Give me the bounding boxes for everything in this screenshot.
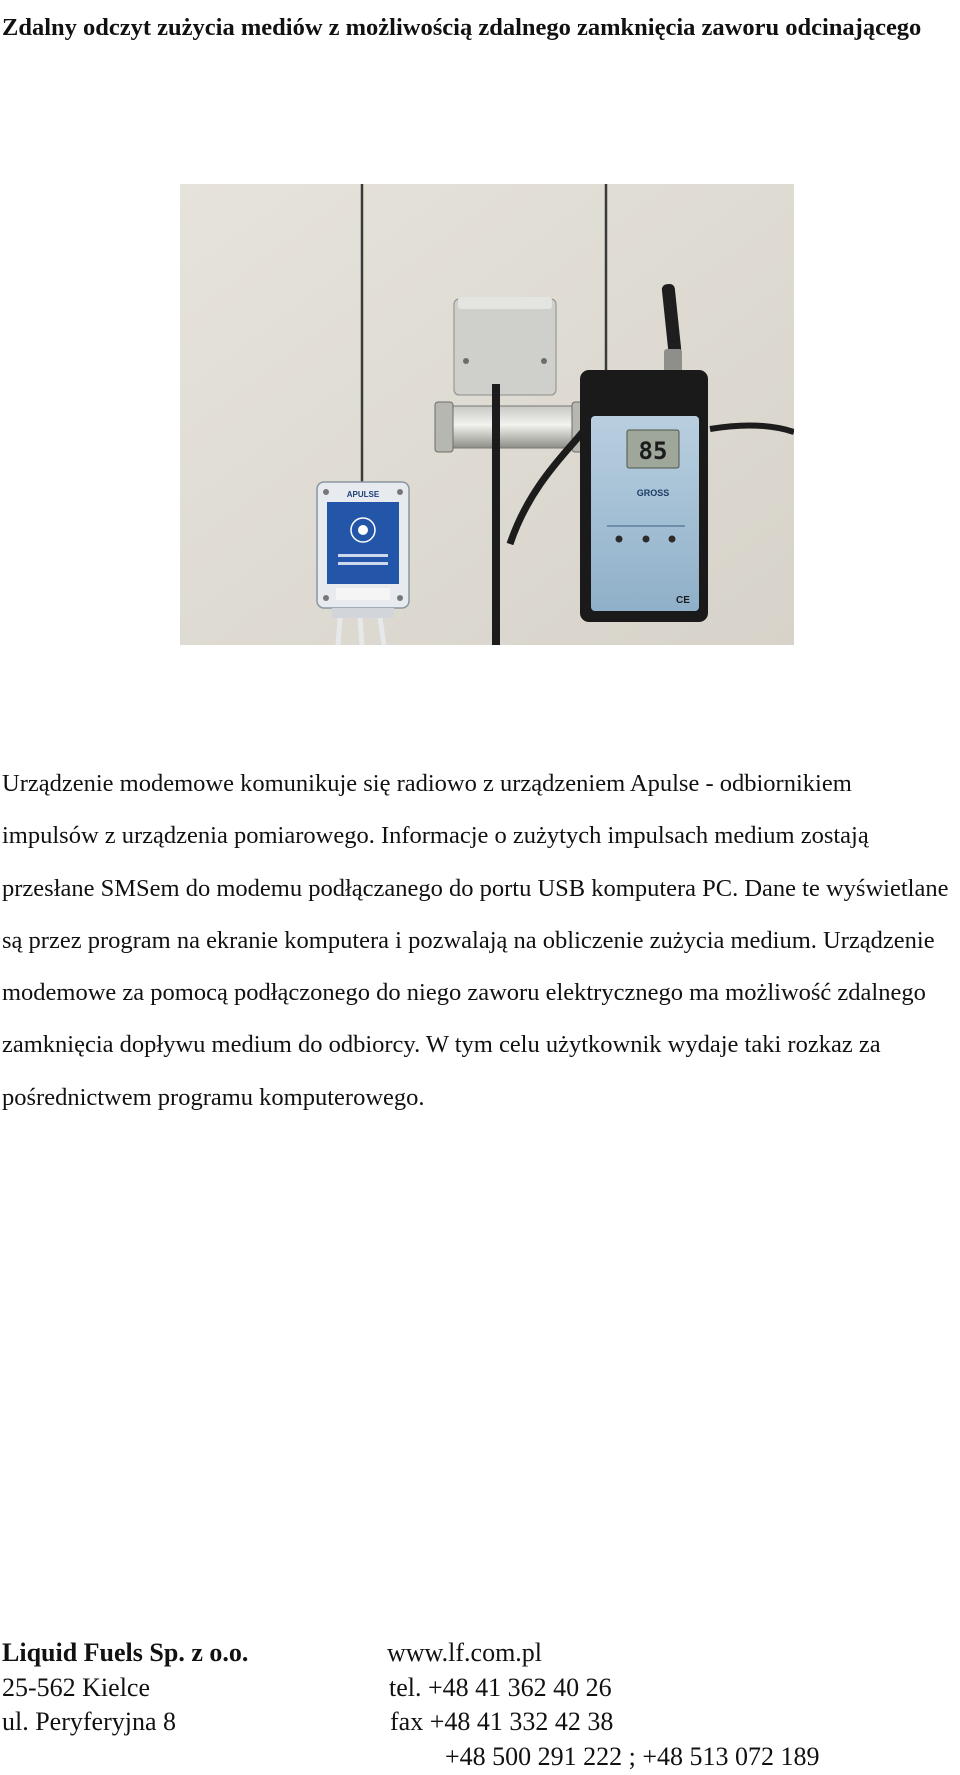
screw xyxy=(541,358,547,364)
meter-reading: 85 xyxy=(638,437,668,465)
receiver-label: APULSE xyxy=(346,490,380,499)
footer-row xyxy=(2,1636,952,1671)
company-name: Liquid Fuels Sp. z o.o. xyxy=(2,1638,249,1667)
mobile-numbers: +48 500 291 222 ; +48 513 072 189 xyxy=(445,1741,820,1771)
sensor-box-top xyxy=(458,297,552,309)
postal-city: 25-562 Kielce xyxy=(2,1672,151,1702)
screw xyxy=(463,358,469,364)
led-indicator xyxy=(669,536,676,543)
sensor-box xyxy=(454,299,556,395)
phone-number: tel. +48 41 362 40 26 xyxy=(389,1672,612,1702)
device-photo xyxy=(180,184,794,645)
led-indicator xyxy=(643,536,650,543)
footer-row xyxy=(2,1671,952,1706)
description-paragraph: Urządzenie modemowe komunikuje się radiowo z urządzeniem Apulse - odbiornikiem impulsów z urządzenia pomiarowego. Informacje o zużytych impulsach medium zostają przesłane SMSem do modemu podłączanego do portu USB komputera PC. Dane te wyświetlane są przez program na ekranie komputera i pozwalają na obliczenie zużycia medium. Urządzenie modemowe za pomocą podłączonego do niego zaworu elektrycznego ma możliwość zdalnego zamknięcia dopływu medium do odbiorcy. W tym celu użytkownik wydaje taki rozkaz za pośrednictwem programu komputerowego. xyxy=(2,770,949,1111)
fax-number: fax +48 41 332 42 38 xyxy=(390,1707,614,1736)
page-title: Zdalny odczyt zużycia mediów z możliwością zdalnego zamknięcia zaworu odcinającego xyxy=(2,14,922,41)
brand-label: GROSS xyxy=(636,488,670,498)
website-link[interactable]: www.lf.com.pl xyxy=(387,1638,543,1667)
footer-row xyxy=(2,1740,952,1775)
ce-mark: CE xyxy=(676,595,690,606)
footer xyxy=(2,1636,952,1774)
pipe-nut-left xyxy=(435,402,453,452)
footer-row xyxy=(2,1705,952,1740)
modem-device xyxy=(580,370,708,622)
street-address: ul. Peryferyjna 8 xyxy=(2,1707,177,1736)
led-indicator xyxy=(616,536,623,543)
flow-pipe xyxy=(438,406,588,448)
